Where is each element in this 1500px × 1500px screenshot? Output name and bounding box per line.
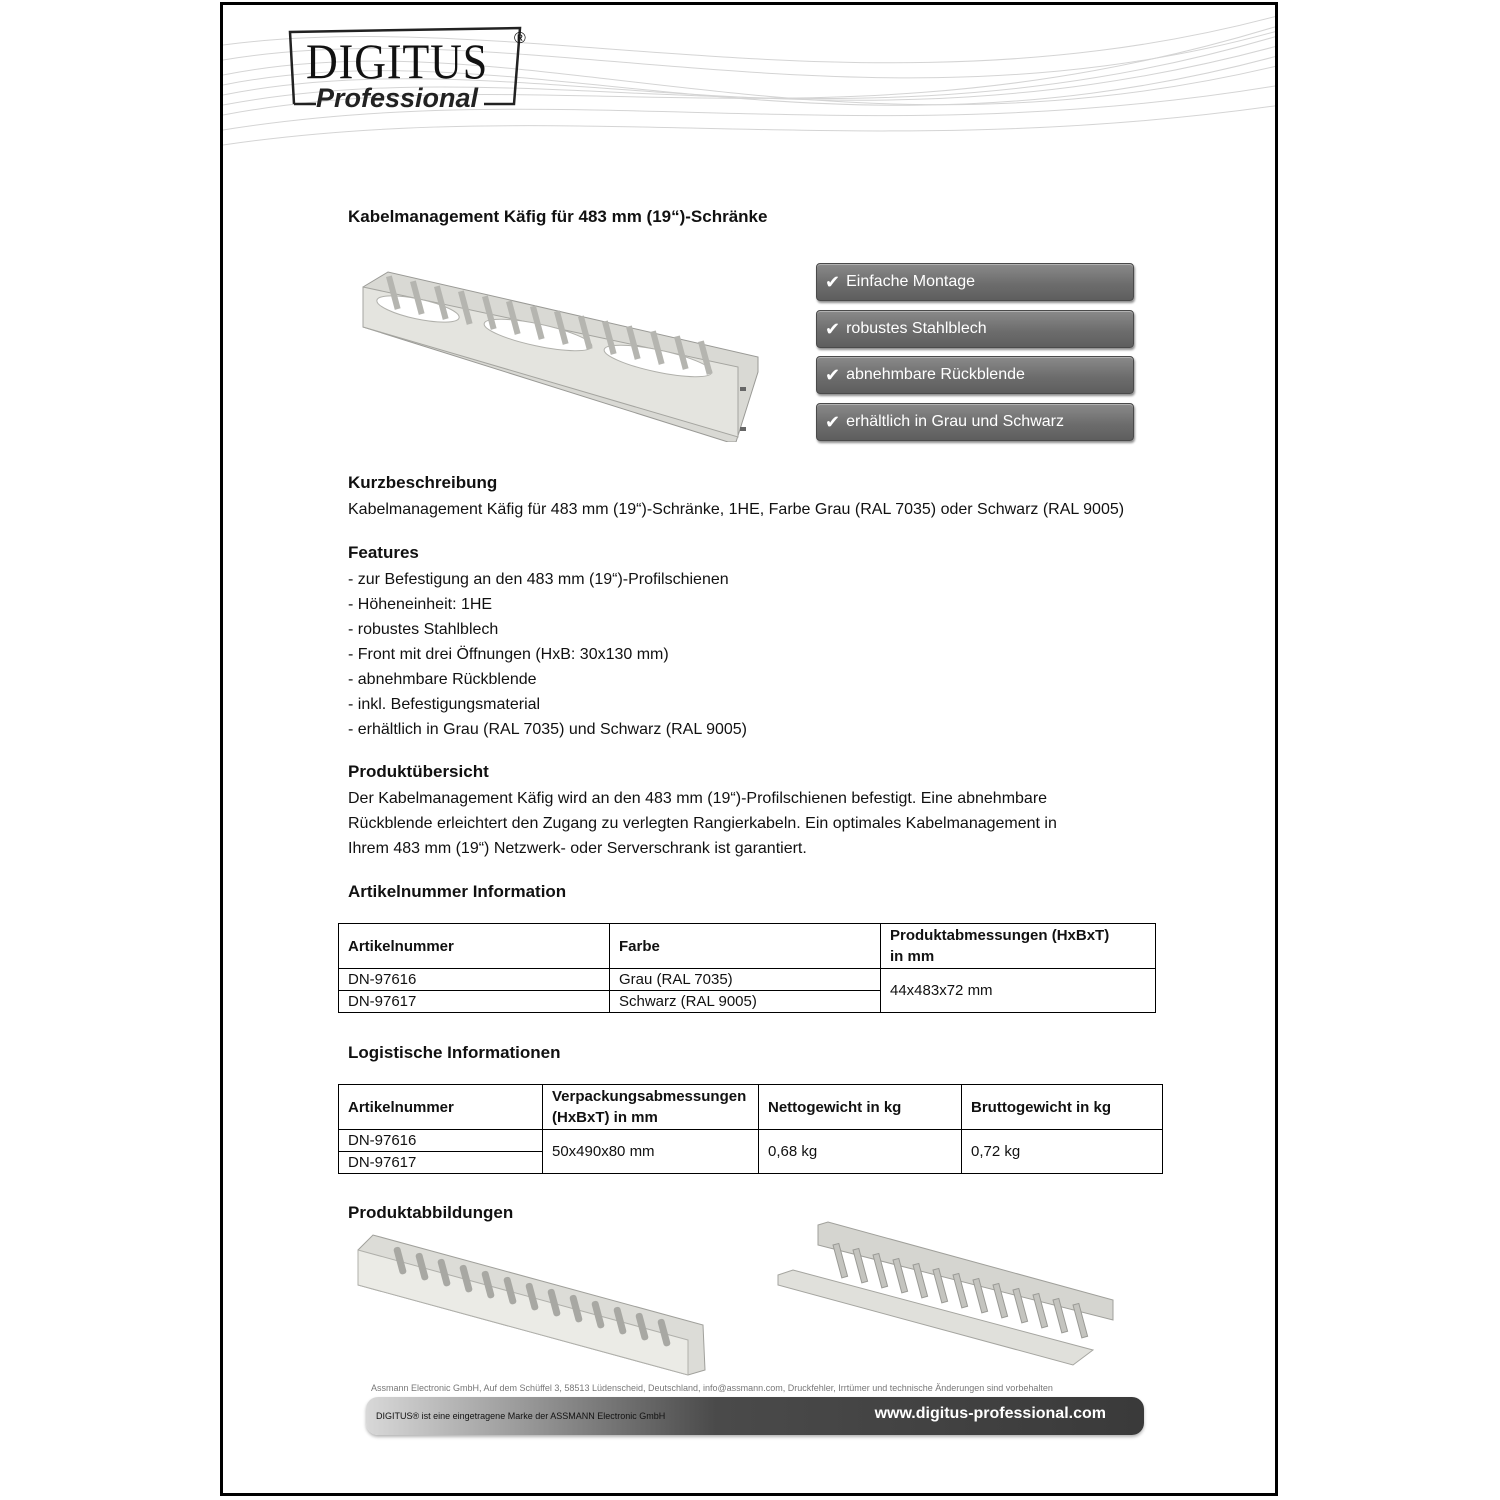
cell-article-number: DN-97617 (339, 991, 610, 1013)
cell-gross-weight: 0,72 kg (962, 1130, 1163, 1174)
overview-line: Ihrem 483 mm (19“) Netzwerk- oder Serverschrank ist garantiert. (348, 840, 807, 857)
feature-item: - abnehmbare Rückblende (348, 671, 537, 688)
footer-address: Assmann Electronic GmbH, Auf dem Schüffel 3, 58513 Lüdenscheid, Deutschland, info@assmann.com, Druckfehler, Irrtümer und technische Änderungen sind vorbehalten (371, 1383, 1053, 1393)
check-icon: ✔ (825, 364, 841, 385)
col-header (543, 1085, 759, 1130)
feature-item: - zur Befestigung an den 483 mm (19“)-Profilschienen (348, 571, 729, 588)
digitus-professional-logo (288, 26, 526, 114)
logo-professional: Professional (316, 83, 479, 113)
badge-steel-sheet (816, 310, 1134, 348)
col-header-line: (HxBxT) in mm (552, 1109, 658, 1126)
cell-article-number: DN-97616 (339, 969, 610, 991)
feature-item: - robustes Stahlblech (348, 621, 499, 638)
table-row (339, 969, 1156, 991)
feature-item: - Höheneinheit: 1HE (348, 596, 493, 613)
article-info-table (338, 923, 1156, 1013)
product-images-heading: Produktabbildungen (348, 1203, 514, 1222)
overview-heading: Produktübersicht (348, 762, 489, 781)
check-icon: ✔ (825, 271, 841, 292)
table-header-row (339, 1085, 1163, 1130)
col-header: Farbe (610, 924, 881, 969)
product-image-main (358, 267, 768, 442)
badge-label: erhältlich in Grau und Schwarz (846, 413, 1064, 430)
logo-brand: DIGITUS (306, 33, 489, 89)
badge-colors (816, 403, 1134, 441)
product-title: Kabelmanagement Käfig für 483 mm (19“)-Schränke (348, 207, 768, 226)
footer-website[interactable]: www.digitus-professional.com (874, 1405, 1106, 1422)
article-info-heading: Artikelnummer Information (348, 882, 567, 901)
cell-package-dimensions: 50x490x80 mm (543, 1130, 759, 1174)
cell-color: Grau (RAL 7035) (610, 969, 881, 991)
cell-net-weight: 0,68 kg (759, 1130, 962, 1174)
badge-label: robustes Stahlblech (846, 320, 987, 337)
badge-easy-mounting (816, 263, 1134, 301)
product-image-exploded (773, 1220, 1118, 1380)
col-header-line: Produktabmessungen (HxBxT) (890, 927, 1110, 944)
badge-label: Einfache Montage (846, 273, 976, 290)
logistics-heading: Logistische Informationen (348, 1043, 561, 1062)
features-heading: Features (348, 543, 419, 562)
feature-item: - erhältlich in Grau (RAL 7035) und Schwarz (RAL 9005) (348, 721, 747, 738)
check-icon: ✔ (825, 411, 841, 432)
overview-line: Rückblende erleichtert den Zugang zu verlegten Rangierkabeln. Ein optimales Kabelmanagement in (348, 815, 1057, 832)
product-image-front (353, 1230, 713, 1380)
cell-dimensions: 44x483x72 mm (881, 969, 1156, 1013)
footer-trademark: DIGITUS® ist eine eingetragene Marke der ASSMANN Electronic GmbH (376, 1411, 666, 1421)
feature-item: - inkl. Befestigungsmaterial (348, 696, 541, 713)
footer-bar (366, 1397, 1144, 1435)
datasheet-page (220, 2, 1278, 1496)
col-header: Artikelnummer (339, 1085, 543, 1130)
badge-removable-back (816, 356, 1134, 394)
logistics-table (338, 1084, 1163, 1174)
feature-item: - Front mit drei Öffnungen (HxB: 30x130 mm) (348, 646, 669, 663)
cell-article-number: DN-97617 (339, 1152, 543, 1174)
check-icon: ✔ (825, 318, 841, 339)
badge-label: abnehmbare Rückblende (846, 366, 1025, 383)
table-row (339, 1130, 1163, 1152)
col-header-line: in mm (890, 948, 935, 965)
overview-line: Der Kabelmanagement Käfig wird an den 483 mm (19“)-Profilschienen befestigt. Eine abnehmbare (348, 790, 1048, 807)
col-header (881, 924, 1156, 969)
cell-color: Schwarz (RAL 9005) (610, 991, 881, 1013)
logo-registered-mark: ® (514, 30, 526, 47)
short-description-heading: Kurzbeschreibung (348, 473, 498, 492)
short-description-text: Kabelmanagement Käfig für 483 mm (19“)-Schränke, 1HE, Farbe Grau (RAL 7035) oder Schwarz (RAL 9005) (348, 501, 1125, 518)
table-header-row (339, 924, 1156, 969)
col-header: Bruttogewicht in kg (962, 1085, 1163, 1130)
col-header: Artikelnummer (339, 924, 610, 969)
col-header: Nettogewicht in kg (759, 1085, 962, 1130)
features-list (348, 567, 747, 742)
cell-article-number: DN-97616 (339, 1130, 543, 1152)
col-header-line: Verpackungsabmessungen (552, 1088, 747, 1105)
overview-text (348, 786, 1057, 861)
